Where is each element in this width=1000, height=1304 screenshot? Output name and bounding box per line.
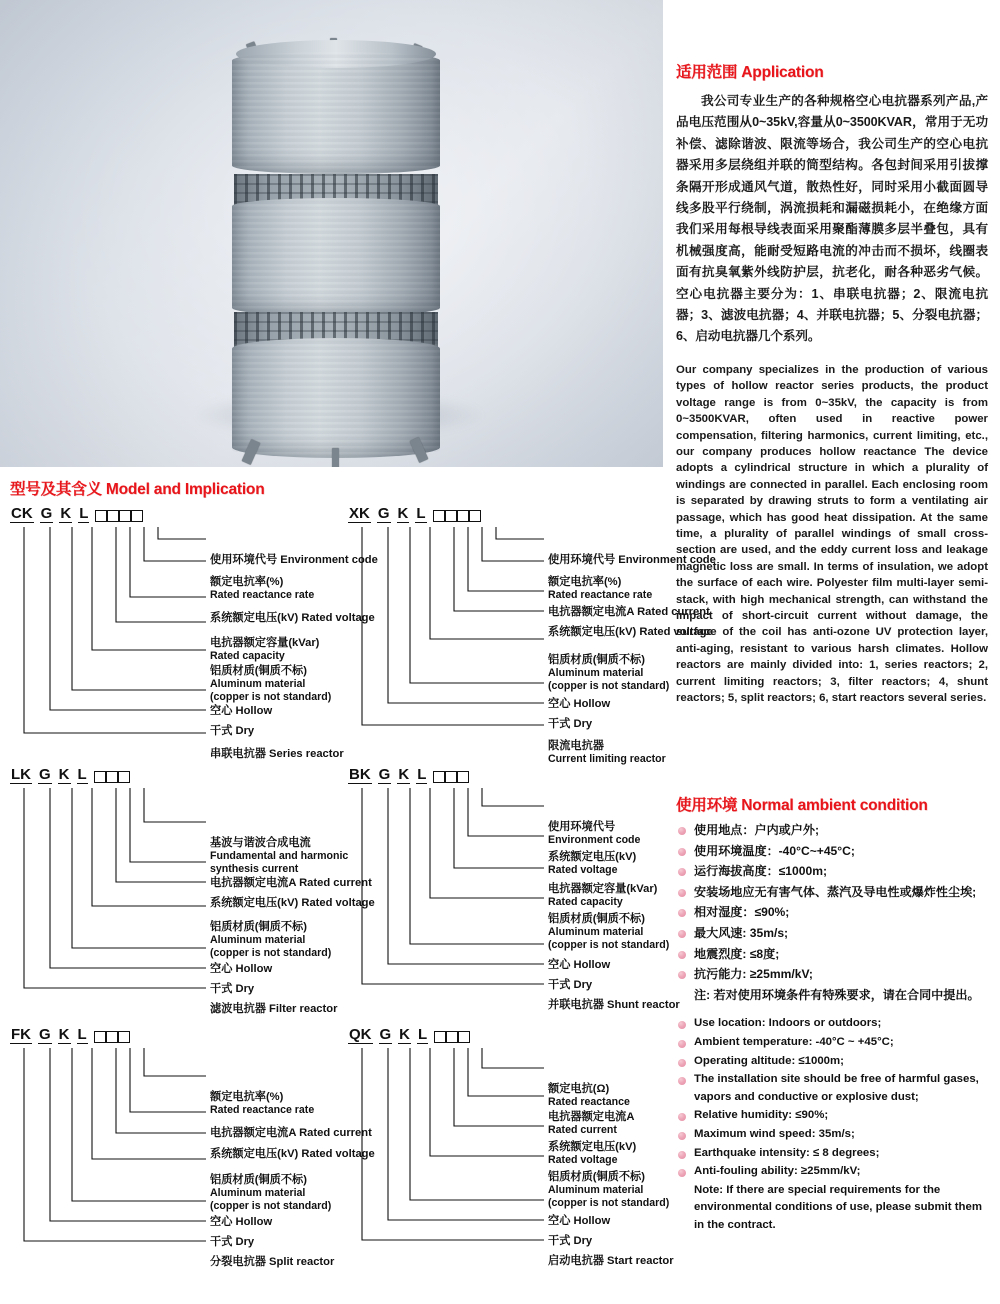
- code-box: [131, 510, 143, 522]
- label-cn: 使用环境代号 Environment code: [548, 554, 716, 566]
- code-box: [434, 1031, 446, 1043]
- coil-winding-rings: [232, 338, 440, 458]
- list-item: [676, 945, 988, 965]
- list-item: [676, 821, 988, 841]
- label-cn: 系统额定电压(kV): [548, 1141, 637, 1153]
- label-cn: 电抗器额定容量(kVar): [548, 883, 658, 895]
- bullet-icon: [678, 889, 686, 897]
- code-letter: FK: [11, 1026, 31, 1043]
- label-en: Rated voltage: [548, 864, 618, 876]
- label-en: Aluminum material: [548, 1184, 644, 1196]
- code-box: [433, 771, 445, 783]
- label-cn: 滤波电抗器 Filter reactor: [210, 1003, 338, 1015]
- label-cn: 使用环境代号 Environment code: [210, 554, 378, 566]
- label-cn: 铝质材质(铜质不标): [210, 921, 307, 933]
- label-en: Aluminum material: [548, 667, 644, 679]
- label-cn: 电抗器额定电流A: [548, 1111, 635, 1123]
- reactor-illustration: [232, 38, 440, 428]
- code-box: [94, 1031, 106, 1043]
- code-letter: L: [77, 1026, 87, 1043]
- bullet-icon: [678, 971, 686, 979]
- list-item: [676, 1163, 988, 1181]
- list-item-label: 使用地点：户内或户外;: [694, 823, 819, 837]
- bullet-icon: [678, 868, 686, 876]
- bullet-icon: [678, 1077, 686, 1085]
- code-letter: BK: [349, 766, 371, 783]
- label-cn: 干式 Dry: [548, 1235, 593, 1247]
- code-box: [118, 1031, 130, 1043]
- label-en: Current limiting reactor: [548, 753, 666, 765]
- code-letter: L: [417, 766, 427, 783]
- coil-pack-top: [232, 52, 440, 174]
- label-cn: 空心 Hollow: [210, 963, 273, 975]
- label-cn: 干式 Dry: [210, 983, 255, 995]
- leader-lines: [348, 1026, 678, 1251]
- code-letter: L: [77, 766, 87, 783]
- list-item: [676, 1126, 988, 1144]
- label-cn: 限流电抗器: [548, 740, 604, 752]
- label-cn: 空心 Hollow: [548, 698, 611, 710]
- model-section-heading: 型号及其含义 Model and Implication: [10, 481, 265, 498]
- model-code-lk: [10, 766, 340, 788]
- label-cn: 分裂电抗器 Split reactor: [210, 1256, 335, 1268]
- label-en: Aluminum material: [210, 934, 306, 946]
- label-cn: 电抗器额定电流A Rated current: [210, 1127, 372, 1139]
- label-cn: 干式 Dry: [548, 979, 593, 991]
- list-item: [676, 883, 988, 903]
- list-note-cn: [676, 986, 988, 1006]
- list-note-en: [676, 1182, 988, 1235]
- code-box: [433, 510, 445, 522]
- list-item: [676, 1107, 988, 1125]
- label-en: Rated reactance rate: [210, 589, 315, 601]
- ambient-list-en: [676, 1015, 988, 1234]
- bullet-icon: [678, 1132, 686, 1140]
- list-item: [676, 965, 988, 985]
- list-item: [676, 903, 988, 923]
- list-item: [676, 1053, 988, 1071]
- label-en: Rated voltage: [548, 1154, 618, 1166]
- label-en2: (copper is not standard): [548, 938, 670, 951]
- label-cn: 系统额定电压(kV) Rated voltage: [210, 897, 375, 909]
- bullet-icon: [678, 1113, 686, 1121]
- leader-lines: [348, 505, 678, 745]
- bullet-icon: [678, 930, 686, 938]
- list-item-label: 抗污能力: ≥25mm/kV;: [694, 967, 813, 982]
- code-letter: G: [379, 1026, 392, 1043]
- list-item-label: Use location: Indoors or outdoors;: [694, 1017, 882, 1030]
- list-item-label: Operating altitude: ≤1000m;: [694, 1054, 844, 1067]
- label-cn: 额定电抗率(%): [210, 1091, 284, 1103]
- label-cn: 额定电抗(Ω): [548, 1083, 610, 1095]
- application-heading: 适用范围 Application: [676, 64, 824, 81]
- label-cn: 铝质材质(铜质不标): [210, 665, 307, 677]
- code-box: [106, 1031, 118, 1043]
- label-cn: 干式 Dry: [548, 718, 593, 730]
- application-section: [676, 60, 988, 706]
- label-cn: 使用环境代号: [548, 821, 616, 833]
- note-label: Note: If there are special requirements for the environmental conditions of use, please submit them in the contract.: [694, 1183, 982, 1231]
- product-photo: [0, 0, 663, 467]
- code-letter: K: [58, 766, 70, 783]
- label-cn: 空心 Hollow: [548, 959, 611, 971]
- label-cn: 干式 Dry: [210, 725, 255, 737]
- label-cn: 额定电抗率(%): [548, 576, 622, 588]
- code-letter: L: [418, 1026, 428, 1043]
- label-en2: (copper is not standard): [210, 946, 332, 959]
- label-cn: 基波与谐波合成电流: [210, 837, 311, 849]
- code-letter: L: [79, 505, 89, 522]
- list-item-label: 安装场地应无有害气体、蒸汽及导电性或爆炸性尘埃;: [694, 884, 977, 899]
- code-box: [118, 771, 130, 783]
- label-en: Aluminum material: [210, 678, 306, 690]
- code-letter: L: [416, 505, 426, 522]
- code-box: [446, 1031, 458, 1043]
- code-box: [445, 771, 457, 783]
- note-label: 注: 若对使用环境条件有特殊要求，请在合同中提出。: [694, 987, 980, 1002]
- coil-winding-rings: [232, 198, 440, 316]
- code-box: [457, 510, 469, 522]
- label-cn: 系统额定电压(kV) Rated voltage: [548, 626, 713, 638]
- list-item-label: 运行海拔高度：≤1000m;: [694, 864, 827, 879]
- code-letter: G: [39, 1026, 51, 1043]
- bullet-icon: [678, 909, 686, 917]
- code-box: [469, 510, 481, 522]
- coil-pack-middle: [232, 198, 440, 316]
- model-diagram-xk: [348, 505, 716, 765]
- label-en: Environment code: [548, 834, 641, 846]
- label-cn: 系统额定电压(kV): [548, 851, 637, 863]
- label-cn: 系统额定电压(kV) Rated voltage: [210, 612, 375, 624]
- label-cn: 铝质材质(铜质不标): [548, 654, 645, 666]
- label-en: Rated reactance rate: [548, 589, 653, 601]
- bullet-icon: [678, 1040, 686, 1048]
- bullet-icon: [678, 848, 686, 856]
- coil-winding-rings: [232, 52, 440, 174]
- label-cn: 铝质材质(铜质不标): [548, 1171, 645, 1183]
- code-letter: LK: [11, 766, 31, 783]
- code-letter: CK: [11, 505, 33, 522]
- code-box: [95, 510, 107, 522]
- label-cn: 系统额定电压(kV) Rated voltage: [210, 1148, 375, 1160]
- list-item-label: Ambient temperature: -40°C ~ +45°C;: [694, 1035, 894, 1048]
- list-item-label: Anti-fouling ability: ≥25mm/kV;: [694, 1165, 861, 1178]
- application-paragraph-cn: 我公司专业生产的各种规格空心电抗器系列产品,产品电压范围从0~35kV,容量从0~3500KVAR，常用于无功补偿、滤除谐波、限流等场合，我公司生产的空心电抗器采用多层绕组并联的筒型结构。各包封间采用引拔撑条隔开形成通风气道，散热性好，同时采用小截面圆导线多股平行绕制，涡流损耗和漏磁损耗小，在绝缘方面我们采用每根导线表面采用聚酯薄膜多层半叠包，具有机械强度高，能耐受短路电流的冲击而不损坏，线圈表面有抗臭氧紫外线防护层，抗老化，耐各种恶劣气候。空心电抗器主要分为：1、串联电抗器；2、限流电抗器；3、滤波电抗器；4、并联电抗器；5、分裂电抗器；6、启动电抗器几个系列。: [676, 94, 988, 344]
- list-item-label: The installation site should be free of harmful gases, vapors and conductive or explosive dust;: [694, 1073, 979, 1103]
- label-en: Rated reactance rate: [210, 1104, 315, 1116]
- list-item: [676, 1071, 988, 1106]
- leader-lines: [348, 766, 678, 991]
- list-item-label: 使用环境温度：-40°C~+45°C;: [694, 843, 855, 858]
- coil-pack-bottom: [232, 338, 440, 458]
- model-code-ck: [10, 505, 340, 527]
- list-item: [676, 1015, 988, 1033]
- label-en2: (copper is not standard): [548, 1196, 670, 1209]
- model-diagram-bk: [348, 766, 680, 1011]
- bullet-icon: [678, 1169, 686, 1177]
- bullet-icon: [678, 1021, 686, 1029]
- label-en: Aluminum material: [210, 1187, 306, 1199]
- list-item: [676, 1145, 988, 1163]
- list-item-label: Relative humidity: ≤90%;: [694, 1109, 829, 1122]
- model-code-bk: [348, 766, 678, 788]
- code-letter: K: [397, 505, 409, 522]
- label-cn: 电抗器额定电流A Rated current: [548, 606, 710, 618]
- code-letter: G: [39, 766, 51, 783]
- bullet-icon: [678, 1059, 686, 1067]
- label-cn: 电抗器额定容量(kVar): [210, 637, 320, 649]
- label-cn: 空心 Hollow: [548, 1215, 611, 1227]
- list-item-label: 地震烈度: ≤8度;: [694, 946, 780, 961]
- code-box: [457, 771, 469, 783]
- label-cn: 额定电抗率(%): [210, 576, 284, 588]
- label-cn: 空心 Hollow: [210, 1216, 273, 1228]
- label-cn: 干式 Dry: [210, 1236, 255, 1248]
- list-item: [676, 924, 988, 944]
- ambient-heading: 使用环境 Normal ambient condition: [676, 797, 928, 814]
- label-en: Fundamental and harmonic: [210, 850, 349, 862]
- leader-lines: [10, 505, 340, 745]
- ambient-list-cn: [676, 821, 988, 1005]
- code-box: [106, 771, 118, 783]
- label-en: Rated current: [548, 1124, 617, 1136]
- list-item-label: 相对湿度：≤90%;: [694, 905, 790, 920]
- code-letter: G: [40, 505, 53, 522]
- list-item: [676, 1034, 988, 1052]
- label-en: Aluminum material: [548, 926, 644, 938]
- list-item: [676, 842, 988, 862]
- model-code-qk: [348, 1026, 678, 1048]
- code-box: [445, 510, 457, 522]
- list-item-label: Maximum wind speed: 35m/s;: [694, 1127, 855, 1140]
- label-cn: 铝质材质(铜质不标): [548, 913, 645, 925]
- code-box: [94, 771, 106, 783]
- label-cn: 空心 Hollow: [210, 705, 273, 717]
- code-box: [107, 510, 119, 522]
- model-code-xk: [348, 505, 678, 527]
- bullet-icon: [678, 1151, 686, 1159]
- code-letter: G: [377, 505, 390, 522]
- code-letter: K: [60, 505, 72, 522]
- list-item: [676, 862, 988, 882]
- model-code-fk: [10, 1026, 340, 1048]
- label-cn: 并联电抗器 Shunt reactor: [548, 999, 680, 1011]
- label-en2: (copper is not standard): [210, 690, 332, 703]
- label-en2: (copper is not standard): [548, 679, 670, 692]
- code-letter: K: [58, 1026, 70, 1043]
- list-item-label: 最大风速: 35m/s;: [694, 925, 789, 940]
- label-en2: synthesis current: [210, 862, 299, 875]
- application-paragraph-en: Our company specializes in the production of various types of hollow reactor series products, the product voltage range is from 0~35kV, the capacity is from 0~3500KVAR, often used in reactive power compensation, filtering harmonics, current limiting, etc., our company produces hollow reactance The device adopts a cylindrical structure in which a plurality of windings are connected in parallel. Each enclosing room is separated by drawing struts to form a ventilating air passage, which has good heat dissipation. At the same time, a plurality of parallel windings of small cross-section are used, and the eddy current loss and leakage magnetic loss are small. In terms of insulation, we adopt the surface of each wire. Polyester film multi-layer semi-stack, with high mechanical strength, can withstand the impact of short-circuit current without damage, the surface of the coil has anti-ozone UV protection layer, anti-aging, resistant to various harsh climates. Hollow reactors are mainly divided into: 1, series reactors; 2, current limiting reactors; 3, filter reactors; 4, shunt reactors; 5, split reactors; 6, start reactors several series.: [676, 363, 988, 704]
- label-cn: 电抗器额定电流A Rated current: [210, 877, 372, 889]
- list-item-label: Earthquake intensity: ≤ 8 degrees;: [694, 1146, 880, 1159]
- label-cn: 启动电抗器 Start reactor: [548, 1255, 674, 1267]
- code-box: [119, 510, 131, 522]
- model-diagram-qk: [348, 1026, 678, 1267]
- bullet-icon: [678, 951, 686, 959]
- code-letter: QK: [349, 1026, 372, 1043]
- code-letter: G: [378, 766, 391, 783]
- code-letter: K: [399, 1026, 411, 1043]
- label-en: Rated reactance: [548, 1096, 630, 1108]
- label-en2: (copper is not standard): [210, 1199, 332, 1212]
- code-box: [458, 1031, 470, 1043]
- label-cn: 铝质材质(铜质不标): [210, 1174, 307, 1186]
- ambient-condition-section: [676, 793, 988, 1235]
- bullet-icon: [678, 827, 686, 835]
- label-en: Rated capacity: [210, 650, 285, 662]
- label-cn: 串联电抗器 Series reactor: [210, 748, 344, 760]
- code-letter: XK: [349, 505, 370, 522]
- code-letter: K: [398, 766, 410, 783]
- label-en: Rated capacity: [548, 896, 623, 908]
- base-strut-center: [332, 448, 339, 467]
